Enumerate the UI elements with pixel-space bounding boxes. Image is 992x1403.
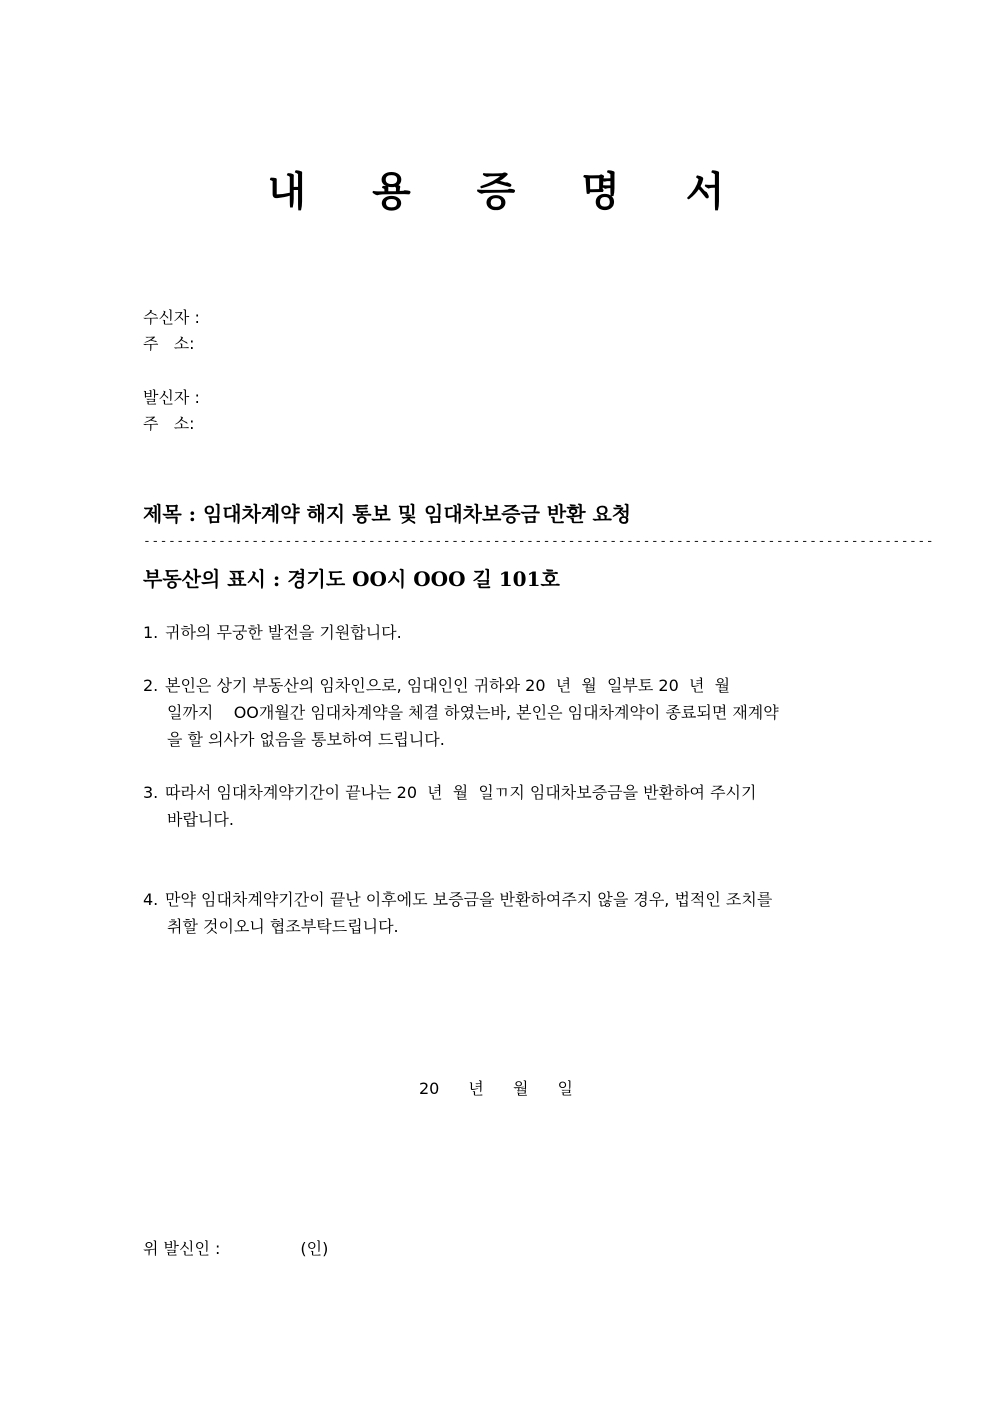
item-text: 취할 것이오니 협조부탁드립니다.	[167, 917, 399, 936]
date-day-unit: 일	[557, 1079, 574, 1098]
list-item-3	[143, 779, 849, 833]
document-title: 내 용 증 명 서	[267, 169, 751, 215]
list-item-4	[143, 886, 849, 940]
list-item-2	[143, 672, 849, 753]
item-number: 1.	[143, 623, 159, 642]
item-text: 귀하의 무궁한 발전을 기원합니다.	[165, 623, 402, 642]
date-year-unit: 년	[468, 1079, 484, 1098]
sender-name-field	[143, 388, 200, 408]
sender-name-label: 발신자 :	[143, 388, 200, 407]
item-number: 3.	[143, 783, 159, 802]
item-text: 본인은 상기 부동산의 임차인으로, 임대인인 귀하와 20 년 월 일부토 20 년 월	[165, 676, 731, 695]
item-text: 을 할 의사가 없음을 통보하여 드립니다.	[167, 730, 445, 749]
item-number: 4.	[143, 890, 159, 909]
sender-address-label: 주 소:	[143, 414, 195, 433]
sender-address-field	[143, 414, 195, 434]
recipient-address-label: 주 소:	[143, 334, 195, 353]
item-text: 바랍니다.	[167, 810, 234, 829]
item-text: 따라서 임대차계약기간이 끝나는 20 년 월 일ㄲ지 임대차보증금을 반환하여 주시기	[165, 783, 757, 802]
seal-mark: (인)	[300, 1239, 329, 1258]
divider-line: -----------------------------------------------------------------------------------------------	[143, 534, 935, 549]
signer-label: 위 발신인 :	[143, 1239, 221, 1258]
date-month-unit: 월	[512, 1079, 529, 1098]
recipient-name-label: 수신자 :	[143, 308, 200, 327]
item-text: 만약 임대차계약기간이 끝난 이후에도 보증금을 반환하여주지 않을 경우, 법적인 조치를	[165, 890, 773, 909]
list-item-1	[143, 619, 849, 646]
date-year: 20	[418, 1079, 440, 1098]
recipient-name-field	[143, 308, 200, 328]
subject-heading: 제목 : 임대차계약 해지 통보 및 임대차보증금 반환 요청	[143, 502, 632, 526]
item-number: 2.	[143, 676, 159, 695]
document-date	[0, 1076, 992, 1099]
property-heading: 부동산의 표시 : 경기도 OO시 OOO 길 101호	[143, 567, 560, 591]
item-text: 일까지 OO개월간 임대차계약을 체결 하였는바, 본인은 임대차계약이 종료되면 재계약	[167, 703, 779, 722]
signer-line	[143, 1236, 328, 1259]
recipient-address-field	[143, 334, 195, 354]
